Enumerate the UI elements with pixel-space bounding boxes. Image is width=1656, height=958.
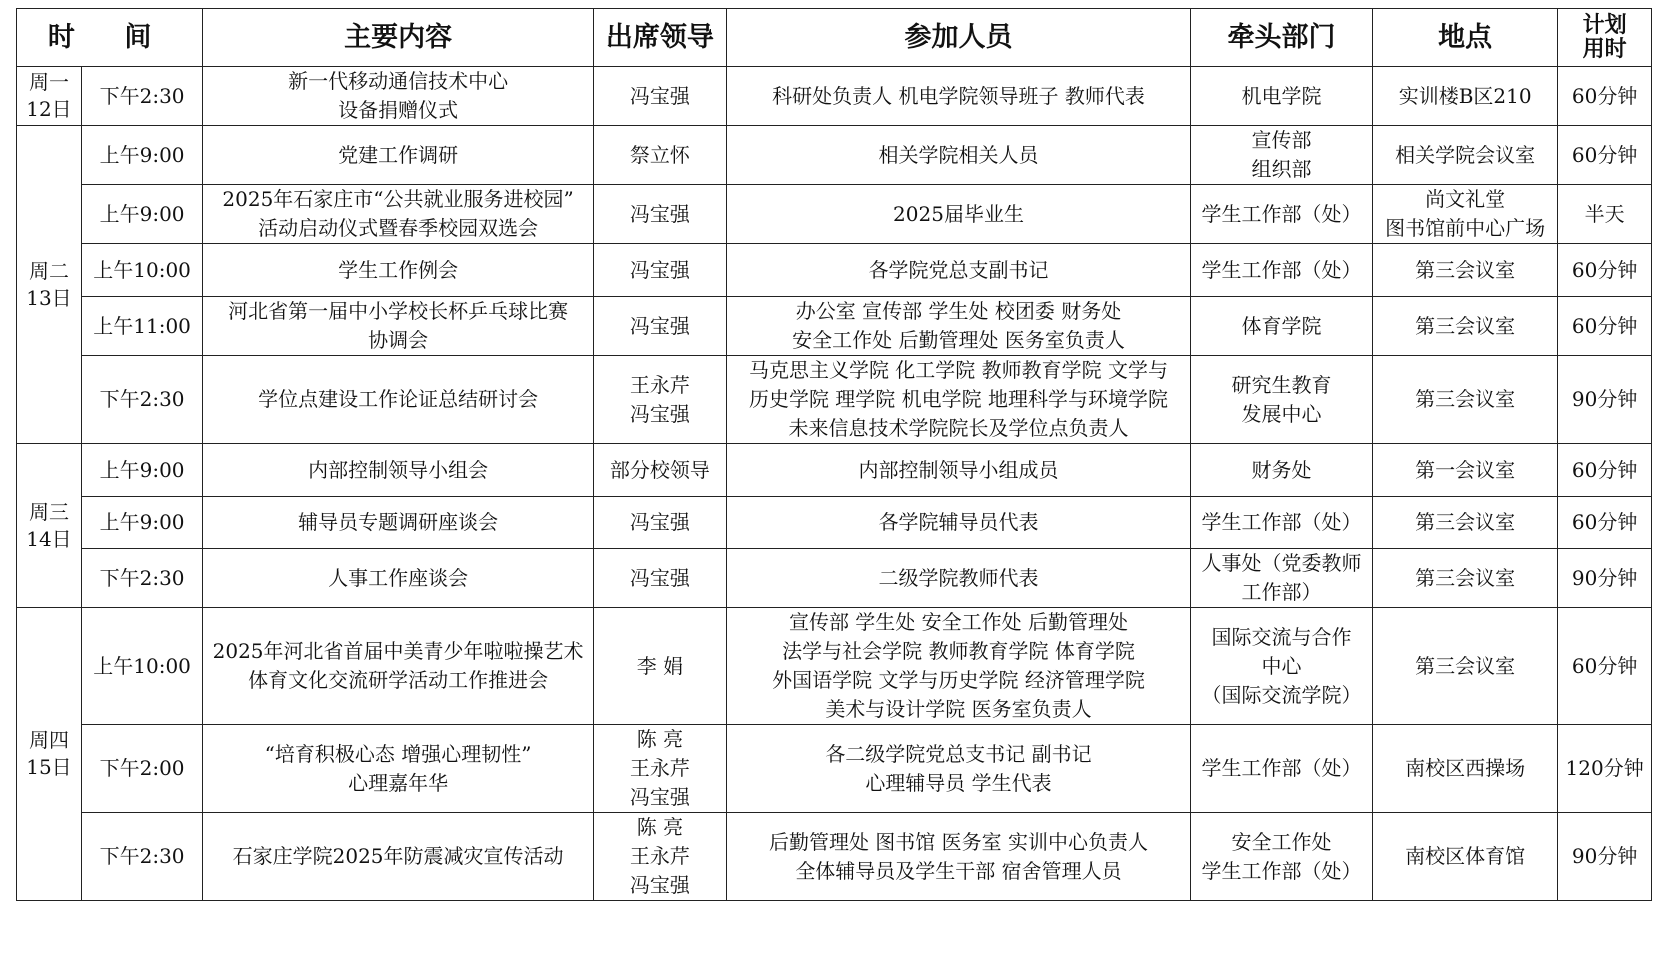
leader-cell: 冯宝强 [593, 67, 726, 126]
header-location: 地点 [1373, 9, 1558, 67]
leader-cell: 王永芹 冯宝强 [593, 356, 726, 444]
header-leader: 出席领导 [593, 9, 726, 67]
location-cell: 实训楼B区210 [1373, 67, 1558, 126]
table-row [17, 185, 1652, 244]
leader-cell: 陈 亮 王永芹 冯宝强 [593, 813, 726, 901]
table-row [17, 444, 1652, 497]
duration-cell: 120分钟 [1558, 725, 1652, 813]
participants-cell: 马克思主义学院 化工学院 教师教育学院 文学与 历史学院 理学院 机电学院 地理科学与环境学院 未来信息技术学院院长及学位点负责人 [726, 356, 1190, 444]
header-row [17, 9, 1652, 67]
content-cell: 人事工作座谈会 [203, 549, 594, 608]
content-cell: 学生工作例会 [203, 244, 594, 297]
duration-cell: 60分钟 [1558, 608, 1652, 725]
leader-cell: 冯宝强 [593, 185, 726, 244]
participants-cell: 相关学院相关人员 [726, 126, 1190, 185]
location-cell: 相关学院会议室 [1373, 126, 1558, 185]
duration-cell: 60分钟 [1558, 126, 1652, 185]
header-participants: 参加人员 [726, 9, 1190, 67]
content-cell: 石家庄学院2025年防震减灾宣传活动 [203, 813, 594, 901]
participants-cell: 后勤管理处 图书馆 医务室 实训中心负责人 全体辅导员及学生干部 宿舍管理人员 [726, 813, 1190, 901]
day-label: 周四 15日 [17, 608, 82, 901]
time-cell: 上午10:00 [81, 608, 202, 725]
time-cell: 上午9:00 [81, 497, 202, 549]
leader-cell: 陈 亮 王永芹 冯宝强 [593, 725, 726, 813]
department-cell: 学生工作部（处） [1191, 185, 1373, 244]
time-cell: 上午11:00 [81, 297, 202, 356]
location-cell: 尚文礼堂 图书馆前中心广场 [1373, 185, 1558, 244]
time-cell: 上午9:00 [81, 444, 202, 497]
leader-cell: 冯宝强 [593, 297, 726, 356]
location-cell: 南校区体育馆 [1373, 813, 1558, 901]
duration-cell: 半天 [1558, 185, 1652, 244]
content-cell: “培育积极心态 增强心理韧性” 心理嘉年华 [203, 725, 594, 813]
time-cell: 上午9:00 [81, 126, 202, 185]
department-cell: 安全工作处 学生工作部（处） [1191, 813, 1373, 901]
duration-cell: 60分钟 [1558, 244, 1652, 297]
participants-cell: 内部控制领导小组成员 [726, 444, 1190, 497]
location-cell: 南校区西操场 [1373, 725, 1558, 813]
duration-cell: 60分钟 [1558, 444, 1652, 497]
department-cell: 人事处（党委教师 工作部） [1191, 549, 1373, 608]
duration-cell: 60分钟 [1558, 67, 1652, 126]
location-cell: 第一会议室 [1373, 444, 1558, 497]
table-row [17, 126, 1652, 185]
participants-cell: 科研处负责人 机电学院领导班子 教师代表 [726, 67, 1190, 126]
leader-cell: 祭立怀 [593, 126, 726, 185]
time-cell: 上午9:00 [81, 185, 202, 244]
participants-cell: 各二级学院党总支书记 副书记 心理辅导员 学生代表 [726, 725, 1190, 813]
department-cell: 学生工作部（处） [1191, 725, 1373, 813]
participants-cell: 2025届毕业生 [726, 185, 1190, 244]
location-cell: 第三会议室 [1373, 356, 1558, 444]
location-cell: 第三会议室 [1373, 244, 1558, 297]
table-row [17, 813, 1652, 901]
participants-cell: 各学院党总支副书记 [726, 244, 1190, 297]
schedule-table [16, 8, 1652, 901]
department-cell: 体育学院 [1191, 297, 1373, 356]
table-row [17, 725, 1652, 813]
table-row [17, 244, 1652, 297]
content-cell: 2025年河北省首届中美青少年啦啦操艺术 体育文化交流研学活动工作推进会 [203, 608, 594, 725]
participants-cell: 二级学院教师代表 [726, 549, 1190, 608]
table-row [17, 356, 1652, 444]
duration-cell: 60分钟 [1558, 497, 1652, 549]
table-row [17, 608, 1652, 725]
day-label: 周一 12日 [17, 67, 82, 126]
content-cell: 新一代移动通信技术中心 设备捐赠仪式 [203, 67, 594, 126]
duration-cell: 90分钟 [1558, 813, 1652, 901]
location-cell: 第三会议室 [1373, 608, 1558, 725]
content-cell: 党建工作调研 [203, 126, 594, 185]
time-cell: 上午10:00 [81, 244, 202, 297]
time-cell: 下午2:30 [81, 356, 202, 444]
header-time: 时 间 [17, 9, 203, 67]
table-row [17, 67, 1652, 126]
duration-cell: 90分钟 [1558, 356, 1652, 444]
participants-cell: 各学院辅导员代表 [726, 497, 1190, 549]
time-cell: 下午2:00 [81, 725, 202, 813]
department-cell: 研究生教育 发展中心 [1191, 356, 1373, 444]
content-cell: 河北省第一届中小学校长杯乒乓球比赛 协调会 [203, 297, 594, 356]
header-department: 牵头部门 [1191, 9, 1373, 67]
table-row [17, 297, 1652, 356]
leader-cell: 冯宝强 [593, 497, 726, 549]
leader-cell: 冯宝强 [593, 244, 726, 297]
table-row [17, 549, 1652, 608]
day-label: 周三 14日 [17, 444, 82, 608]
department-cell: 财务处 [1191, 444, 1373, 497]
table-row [17, 497, 1652, 549]
duration-cell: 90分钟 [1558, 549, 1652, 608]
header-content: 主要内容 [203, 9, 594, 67]
day-label: 周二 13日 [17, 126, 82, 444]
department-cell: 学生工作部（处） [1191, 497, 1373, 549]
leader-cell: 部分校领导 [593, 444, 726, 497]
location-cell: 第三会议室 [1373, 497, 1558, 549]
duration-cell: 60分钟 [1558, 297, 1652, 356]
department-cell: 国际交流与合作 中心 （国际交流学院） [1191, 608, 1373, 725]
participants-cell: 办公室 宣传部 学生处 校团委 财务处 安全工作处 后勤管理处 医务室负责人 [726, 297, 1190, 356]
content-cell: 辅导员专题调研座谈会 [203, 497, 594, 549]
header-duration: 计划 用时 [1558, 9, 1652, 67]
department-cell: 机电学院 [1191, 67, 1373, 126]
time-cell: 下午2:30 [81, 813, 202, 901]
content-cell: 学位点建设工作论证总结研讨会 [203, 356, 594, 444]
time-cell: 下午2:30 [81, 67, 202, 126]
content-cell: 2025年石家庄市“公共就业服务进校园” 活动启动仪式暨春季校园双选会 [203, 185, 594, 244]
leader-cell: 冯宝强 [593, 549, 726, 608]
time-cell: 下午2:30 [81, 549, 202, 608]
participants-cell: 宣传部 学生处 安全工作处 后勤管理处 法学与社会学院 教师教育学院 体育学院 外国语学院 文学与历史学院 经济管理学院 美术与设计学院 医务室负责人 [726, 608, 1190, 725]
department-cell: 宣传部 组织部 [1191, 126, 1373, 185]
location-cell: 第三会议室 [1373, 549, 1558, 608]
department-cell: 学生工作部（处） [1191, 244, 1373, 297]
content-cell: 内部控制领导小组会 [203, 444, 594, 497]
location-cell: 第三会议室 [1373, 297, 1558, 356]
leader-cell: 李 娟 [593, 608, 726, 725]
